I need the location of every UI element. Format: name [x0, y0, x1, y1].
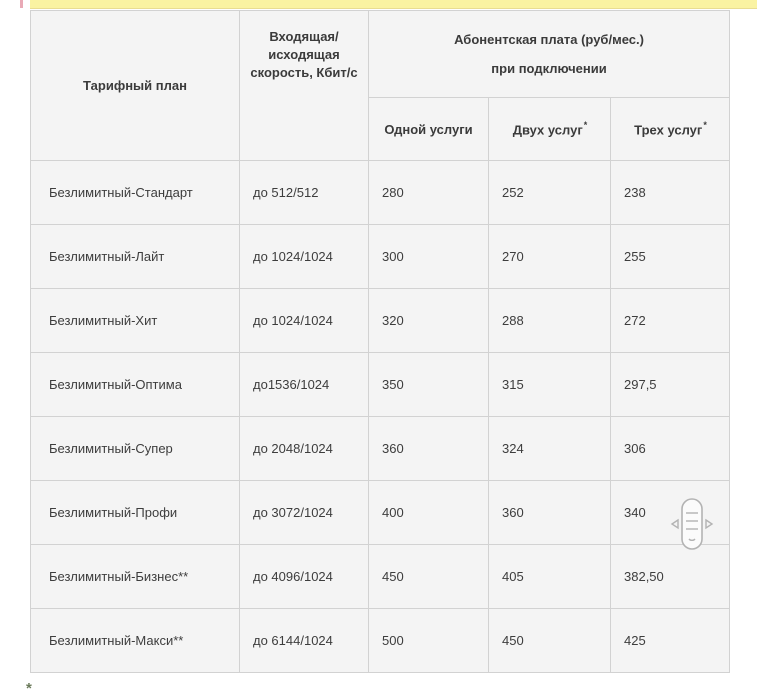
plan-cell: Безлимитный-Хит	[31, 289, 240, 353]
fee-one-cell: 300	[369, 225, 489, 289]
table-row	[31, 225, 730, 289]
fee-three-cell: 297,5	[611, 353, 730, 417]
plan-cell: Безлимитный-Макси**	[31, 609, 240, 673]
header-subscription-fee	[369, 11, 730, 98]
header-speed-line3: скорость, Кбит/с	[250, 65, 358, 80]
header-speed-line2: исходящая	[268, 47, 340, 62]
plan-cell: Безлимитный-Профи	[31, 481, 240, 545]
fee-three-cell: 425	[611, 609, 730, 673]
header-two-services	[489, 98, 611, 161]
table-row	[31, 481, 730, 545]
table-row	[31, 353, 730, 417]
header-speed-line1: Входящая/	[269, 29, 339, 44]
header-one-service: Одной услуги	[369, 98, 489, 161]
fee-three-cell: 306	[611, 417, 730, 481]
speed-cell: до 6144/1024	[240, 609, 369, 673]
fee-two-cell: 270	[489, 225, 611, 289]
speed-cell: до1536/1024	[240, 353, 369, 417]
fee-two-cell: 450	[489, 609, 611, 673]
tariff-table	[30, 10, 730, 673]
header-speed	[240, 11, 369, 161]
fee-one-cell: 360	[369, 417, 489, 481]
autoscroll-cursor-icon	[668, 496, 716, 552]
plan-cell: Безлимитный-Стандарт	[31, 161, 240, 225]
header-fee-line2: при подключении	[491, 61, 607, 76]
table-row	[31, 545, 730, 609]
footnote-ref-two: *	[583, 119, 588, 130]
header-tariff-plan: Тарифный план	[31, 11, 240, 161]
fee-three-cell: 238	[611, 161, 730, 225]
fee-one-cell: 400	[369, 481, 489, 545]
fee-three-cell: 255	[611, 225, 730, 289]
fee-two-cell: 405	[489, 545, 611, 609]
speed-cell: до 1024/1024	[240, 225, 369, 289]
footnote-ref-three: *	[703, 119, 707, 130]
table-row	[31, 609, 730, 673]
table-row	[31, 161, 730, 225]
header-fee-line1: Абонентская плата (руб/мес.)	[454, 32, 644, 47]
fee-one-cell: 500	[369, 609, 489, 673]
fee-two-cell: 360	[489, 481, 611, 545]
fee-three-cell: 382,50	[611, 545, 730, 609]
fee-one-cell: 320	[369, 289, 489, 353]
speed-cell: до 3072/1024	[240, 481, 369, 545]
speed-cell: до 512/512	[240, 161, 369, 225]
plan-cell: Безлимитный-Оптима	[31, 353, 240, 417]
header-two-services-label: Двух услуг	[512, 122, 583, 138]
table-row	[31, 289, 730, 353]
fee-three-cell: 340	[611, 481, 730, 545]
fee-two-cell: 252	[489, 161, 611, 225]
fee-two-cell: 315	[489, 353, 611, 417]
plan-cell: Безлимитный-Супер	[31, 417, 240, 481]
fee-one-cell: 350	[369, 353, 489, 417]
plan-cell: Безлимитный-Бизнес**	[31, 545, 240, 609]
header-three-services	[611, 98, 730, 161]
speed-cell: до 2048/1024	[240, 417, 369, 481]
plan-cell: Безлимитный-Лайт	[31, 225, 240, 289]
fee-three-cell: 272	[611, 289, 730, 353]
highlighted-row-strip	[30, 0, 757, 9]
fee-one-cell: 280	[369, 161, 489, 225]
footnote-asterisk: *	[26, 680, 32, 697]
fee-two-cell: 288	[489, 289, 611, 353]
fee-one-cell: 450	[369, 545, 489, 609]
fee-two-cell: 324	[489, 417, 611, 481]
speed-cell: до 1024/1024	[240, 289, 369, 353]
cropped-page-element	[20, 0, 23, 8]
speed-cell: до 4096/1024	[240, 545, 369, 609]
table-row	[31, 417, 730, 481]
header-three-services-label: Трех услуг	[634, 122, 703, 138]
